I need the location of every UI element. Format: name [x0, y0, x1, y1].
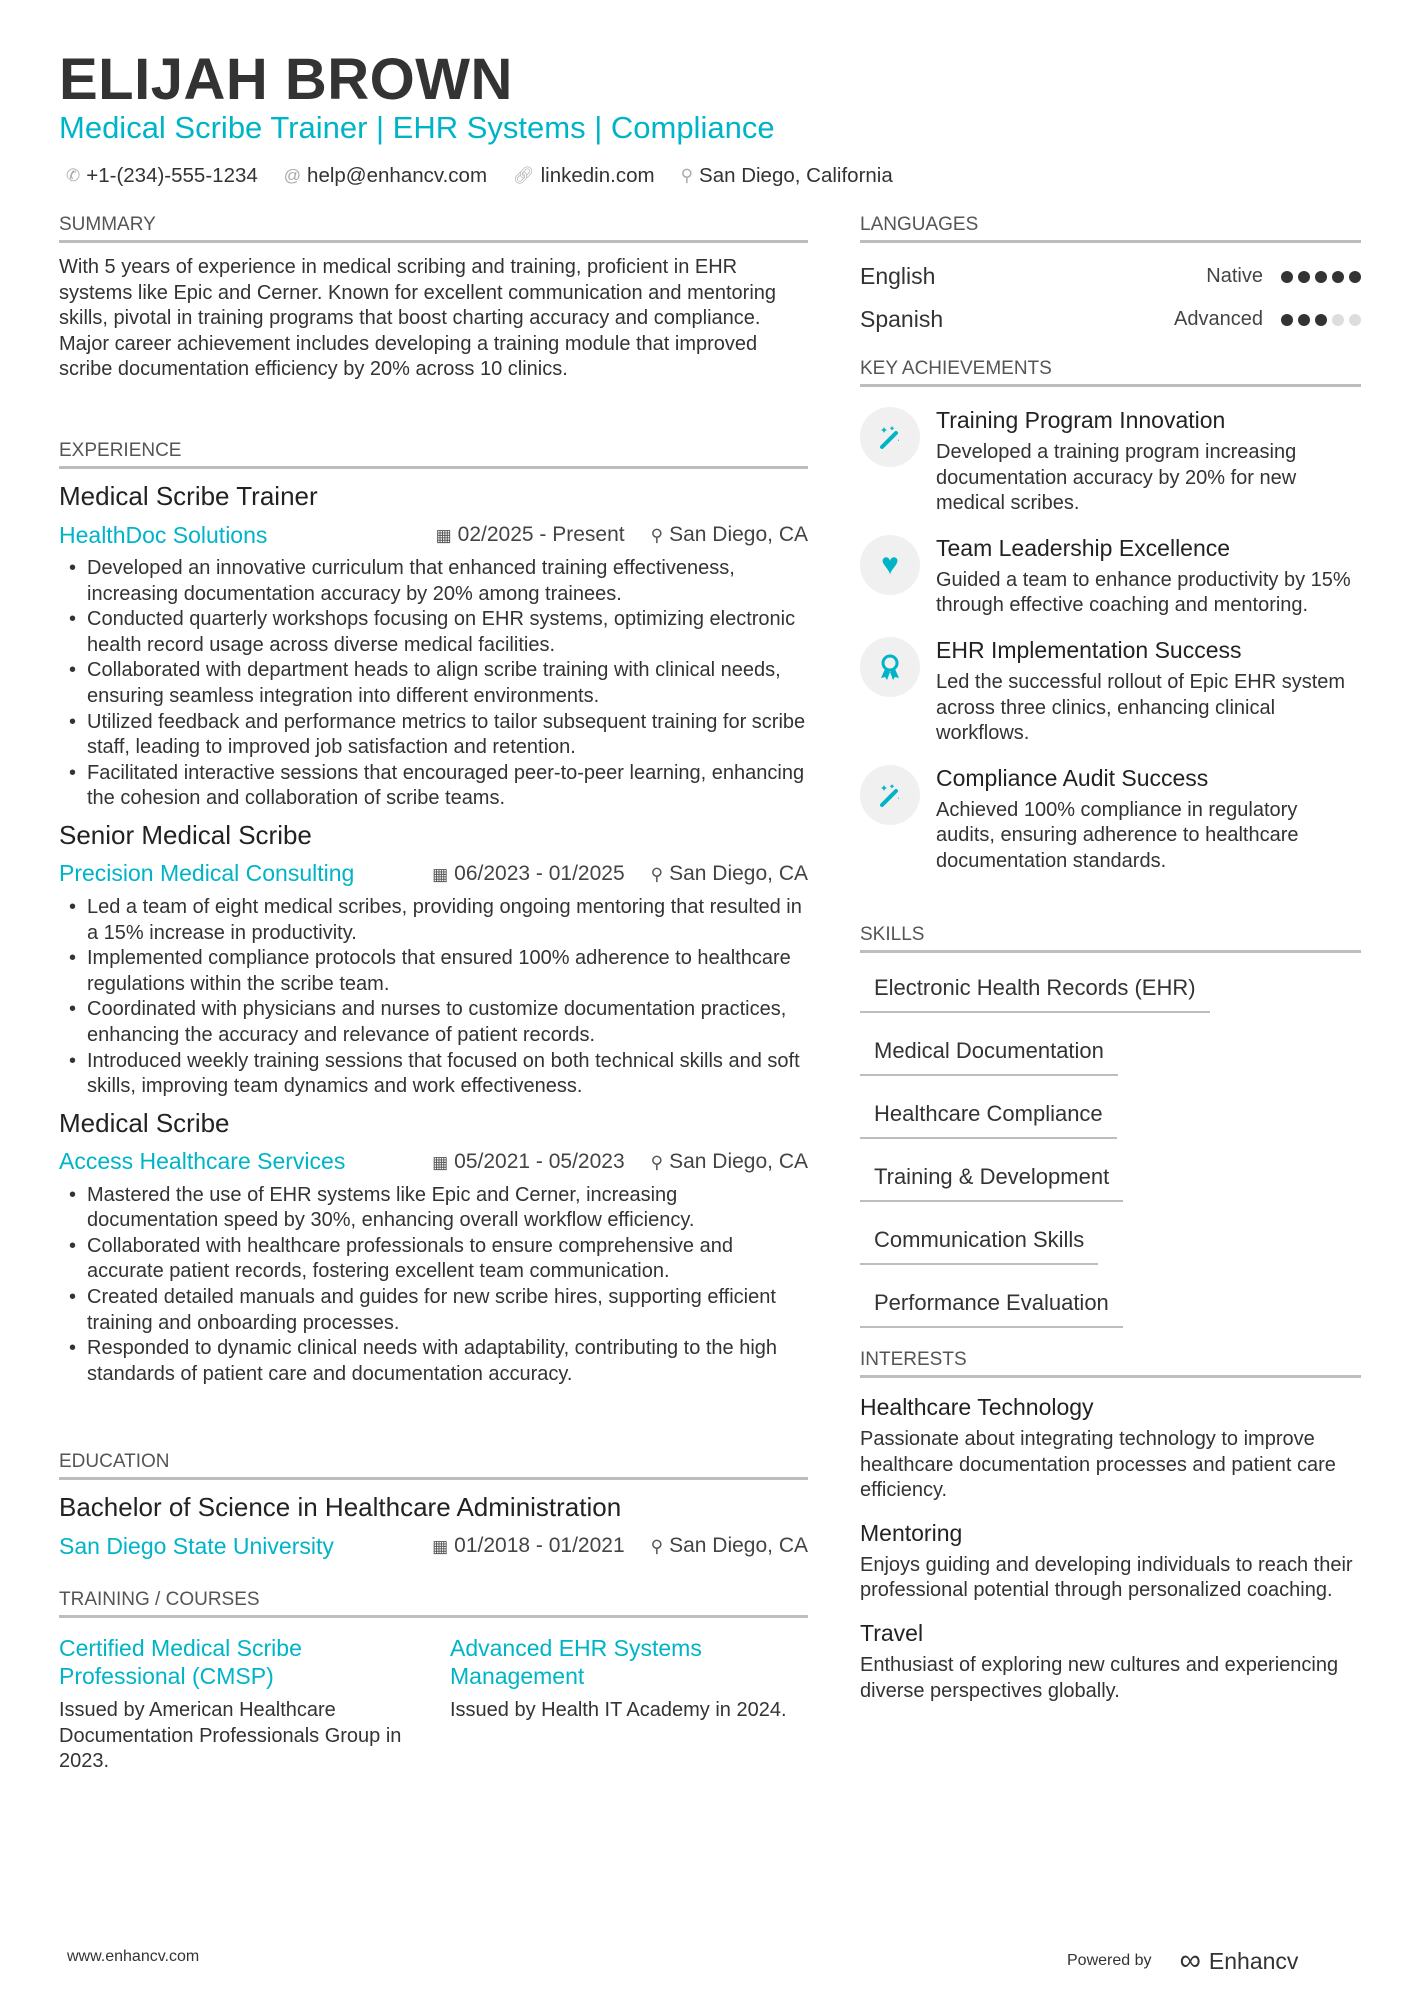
- language-rating: [1281, 271, 1361, 283]
- languages-section: [860, 214, 1361, 341]
- job-title: Senior Medical Scribe: [59, 819, 312, 850]
- job-bullet: • Created detailed manuals and guides for new scribe hires, supporting efficient training and onboarding processes.: [59, 1285, 808, 1336]
- candidate-title: Medical Scribe Trainer | EHR Systems | Compliance: [59, 110, 775, 145]
- job-location: ⚲ San Diego, CA: [650, 861, 808, 885]
- job-bullets: [59, 1183, 808, 1388]
- award-ribbon-icon: [860, 637, 920, 697]
- interest-item: [860, 1620, 1361, 1704]
- education-dates: ▦ 01/2018 - 01/2021: [432, 1534, 625, 1557]
- achievement-desc: Guided a team to enhance productivity by 15% through effective coaching and mentoring.: [936, 568, 1351, 617]
- calendar-icon: ▦: [432, 1152, 449, 1172]
- section-heading: KEY ACHIEVEMENTS: [860, 358, 1361, 387]
- rating-dot: [1298, 314, 1310, 326]
- achievement-item: [860, 535, 1361, 619]
- contact-bar: [66, 164, 893, 188]
- calendar-icon: ▦: [432, 864, 449, 884]
- achievement-desc: Achieved 100% compliance in regulatory audits, ensuring adherence to healthcare documentation standards.: [936, 798, 1299, 872]
- interest-item: [860, 1394, 1361, 1504]
- location-pin-icon: ⚲: [650, 1537, 664, 1556]
- language-item: [860, 255, 1361, 298]
- achievement-item: [860, 637, 1361, 747]
- job-bullet: • Collaborated with healthcare professionals to ensure comprehensive and accurate patient records, fostering excellent team communication.: [59, 1234, 808, 1285]
- skill-tag: Medical Documentation: [860, 1030, 1118, 1076]
- job-title: Medical Scribe: [59, 1107, 230, 1138]
- interest-desc: Enjoys guiding and developing individuals to reach their professional potential through personalized coaching.: [860, 1553, 1353, 1602]
- school: San Diego State University: [59, 1532, 334, 1559]
- rating-dot: [1281, 314, 1293, 326]
- location-pin-icon: ⚲: [650, 1152, 664, 1172]
- course-title: Certified Medical Scribe Professional (CMSP): [59, 1635, 302, 1689]
- education-section: [59, 1451, 808, 1561]
- rating-dot: [1349, 314, 1361, 326]
- section-heading: INTERESTS: [860, 1349, 1361, 1378]
- job-bullets: [59, 556, 808, 812]
- infinity-logo-icon: ∞: [1179, 1944, 1201, 1977]
- job-meta: [59, 1147, 808, 1177]
- skill-tag: Healthcare Compliance: [860, 1093, 1117, 1139]
- rating-dot: [1298, 271, 1310, 283]
- interests-section: [860, 1349, 1361, 1720]
- course-item: [59, 1634, 450, 1775]
- company-name: Access Healthcare Services: [59, 1148, 346, 1175]
- interest-title: Healthcare Technology: [860, 1394, 1094, 1420]
- skill-tag: Electronic Health Records (EHR): [860, 967, 1210, 1013]
- contact-location: [681, 164, 893, 188]
- language-name: English: [860, 263, 936, 289]
- rating-dot: [1349, 271, 1361, 283]
- skill-tag: Performance Evaluation: [860, 1282, 1123, 1328]
- achievements-section: [860, 358, 1361, 893]
- job-location: ⚲ San Diego, CA: [650, 1149, 808, 1173]
- achievement-item: [860, 407, 1361, 517]
- phone-text: +1-(234)-555-1234: [86, 164, 258, 187]
- phone-icon: ✆: [66, 166, 81, 185]
- contact-email[interactable]: [284, 164, 487, 188]
- location-pin-icon: ⚲: [680, 166, 694, 185]
- skill-tag: Training & Development: [860, 1156, 1123, 1202]
- rating-dot: [1315, 314, 1327, 326]
- at-icon: @: [283, 166, 302, 185]
- job-bullets: [59, 895, 808, 1100]
- company-name: Precision Medical Consulting: [59, 860, 355, 887]
- job-dates: ▦ 06/2023 - 01/2025: [432, 861, 625, 885]
- summary-text: With 5 years of experience in medical scribing and training, proficient in EHR systems like Epic and Cerner. Known for excellent communication and mentoring skills, pivotal in training programs that boost charting accuracy and compliance. Major career achievement includes developing a training module that improved scribe documentation efficiency by 20% across 10 clinics.: [59, 256, 777, 381]
- footer-brand: [1067, 1944, 1298, 1978]
- location-pin-icon: ⚲: [650, 526, 664, 545]
- course-title: Advanced EHR Systems Management: [450, 1635, 702, 1689]
- job-location: ⚲ San Diego, CA: [650, 523, 808, 546]
- heart-icon: ♥: [860, 535, 920, 595]
- link-icon: 🔗︎: [513, 166, 535, 185]
- location-text: San Diego, California: [699, 164, 893, 187]
- achievement-title: Team Leadership Excellence: [936, 534, 1231, 561]
- achievement-title: EHR Implementation Success: [936, 636, 1242, 663]
- email-text[interactable]: help@enhancv.com: [307, 164, 488, 187]
- job-bullet: • Responded to dynamic clinical needs with adaptability, contributing to the high standards of patient care and documentation accuracy.: [59, 1336, 808, 1387]
- job-title: Medical Scribe Trainer: [59, 481, 318, 511]
- skill-tag: Communication Skills: [860, 1219, 1098, 1265]
- job-bullet: • Coordinated with physicians and nurses to customize documentation practices, enhancing the accuracy and relevance of patient records.: [59, 997, 808, 1048]
- section-heading: EDUCATION: [59, 1451, 808, 1480]
- rating-dot: [1281, 271, 1293, 283]
- job-entry: [59, 820, 808, 1100]
- interest-title: Travel: [860, 1619, 924, 1646]
- achievement-title: Training Program Innovation: [936, 407, 1226, 433]
- job-bullet: • Utilized feedback and performance metrics to tailor subsequent training for scribe staff, leading to improved job satisfaction and retention.: [59, 710, 808, 761]
- education-meta: [59, 1531, 808, 1561]
- section-heading: LANGUAGES: [860, 214, 1361, 243]
- job-dates: ▦ 02/2025 - Present: [435, 523, 625, 546]
- footer-website[interactable]: www.enhancv.com: [67, 1948, 200, 1965]
- course-desc: Issued by Health IT Academy in 2024.: [450, 1699, 787, 1721]
- language-level: Advanced: [1174, 308, 1263, 330]
- enhancv-logo: ∞ Enhancv: [1179, 1944, 1299, 1977]
- calendar-icon: ▦: [435, 526, 452, 545]
- job-meta: [59, 520, 808, 550]
- interest-desc: Passionate about integrating technology to improve healthcare documentation processes and patient care efficiency.: [860, 1428, 1336, 1502]
- job-bullet: • Developed an innovative curriculum that enhanced training effectiveness, increasing documentation accuracy by 20% among trainees.: [59, 556, 808, 607]
- powered-by: Powered by: [1067, 1952, 1152, 1969]
- achievement-desc: Led the successful rollout of Epic EHR system across three clinics, enhancing clinical workflows.: [936, 670, 1346, 745]
- achievement-item: [860, 765, 1361, 875]
- training-section: [59, 1589, 808, 1775]
- interest-desc: Enthusiast of exploring new cultures and experiencing diverse perspectives globally.: [860, 1653, 1339, 1702]
- location-pin-icon: ⚲: [650, 864, 664, 884]
- interest-item: [860, 1520, 1361, 1604]
- section-heading: EXPERIENCE: [59, 440, 808, 469]
- contact-linkedin[interactable]: [513, 164, 655, 188]
- job-entry: [59, 1108, 808, 1388]
- job-bullet: • Facilitated interactive sessions that encouraged peer-to-peer learning, enhancing the cohesion and collaboration of scribe teams.: [59, 761, 808, 812]
- rating-dot: [1332, 271, 1344, 283]
- calendar-icon: ▦: [432, 1537, 449, 1556]
- company-name: HealthDoc Solutions: [59, 521, 268, 548]
- achievement-desc: Developed a training program increasing documentation accuracy by 20% for new medical scribes.: [936, 441, 1297, 515]
- summary-section: [59, 214, 808, 383]
- course-item: [450, 1634, 808, 1775]
- language-item: [860, 298, 1361, 341]
- candidate-name: ELIJAH BROWN: [59, 47, 513, 112]
- skills-section: [860, 924, 1361, 1345]
- job-entry: [59, 481, 808, 812]
- language-level: Native: [1206, 265, 1263, 287]
- job-meta: [59, 859, 808, 889]
- section-heading: SUMMARY: [59, 214, 808, 243]
- degree: Bachelor of Science in Healthcare Administration: [59, 1492, 622, 1522]
- section-heading: TRAINING / COURSES: [59, 1589, 808, 1618]
- magic-wand-icon: [860, 765, 920, 825]
- achievement-title: Compliance Audit Success: [936, 764, 1209, 791]
- interest-title: Mentoring: [860, 1519, 963, 1546]
- section-heading: SKILLS: [860, 924, 1361, 953]
- language-name: Spanish: [860, 306, 944, 332]
- rating-dot: [1315, 271, 1327, 283]
- job-bullet: • Introduced weekly training sessions that focused on both technical skills and soft skills, improving team dynamics and work effectiveness.: [59, 1049, 808, 1100]
- course-desc: Issued by American Healthcare Documentation Professionals Group in 2023.: [59, 1699, 402, 1773]
- job-dates: ▦ 05/2021 - 05/2023: [432, 1149, 625, 1173]
- job-bullet: • Mastered the use of EHR systems like Epic and Cerner, increasing documentation speed by 30%, enhancing overall workflow efficiency.: [59, 1183, 808, 1234]
- language-rating: [1281, 314, 1361, 326]
- contact-phone: [66, 164, 258, 188]
- job-bullet: • Collaborated with department heads to align scribe training with clinical needs, ensuring seamless integration into different environments.: [59, 658, 808, 709]
- job-bullet: • Led a team of eight medical scribes, providing ongoing mentoring that resulted in a 15% increase in productivity.: [59, 895, 808, 946]
- linkedin-text[interactable]: linkedin.com: [540, 164, 655, 187]
- education-location: ⚲ San Diego, CA: [650, 1534, 808, 1557]
- experience-section: [59, 440, 808, 1387]
- magic-wand-icon: [860, 407, 920, 467]
- job-bullet: • Conducted quarterly workshops focusing on EHR systems, optimizing electronic health record usage across diverse medical facilities.: [59, 607, 808, 658]
- rating-dot: [1332, 314, 1344, 326]
- job-bullet: • Implemented compliance protocols that ensured 100% adherence to healthcare regulations within the scribe team.: [59, 946, 808, 997]
